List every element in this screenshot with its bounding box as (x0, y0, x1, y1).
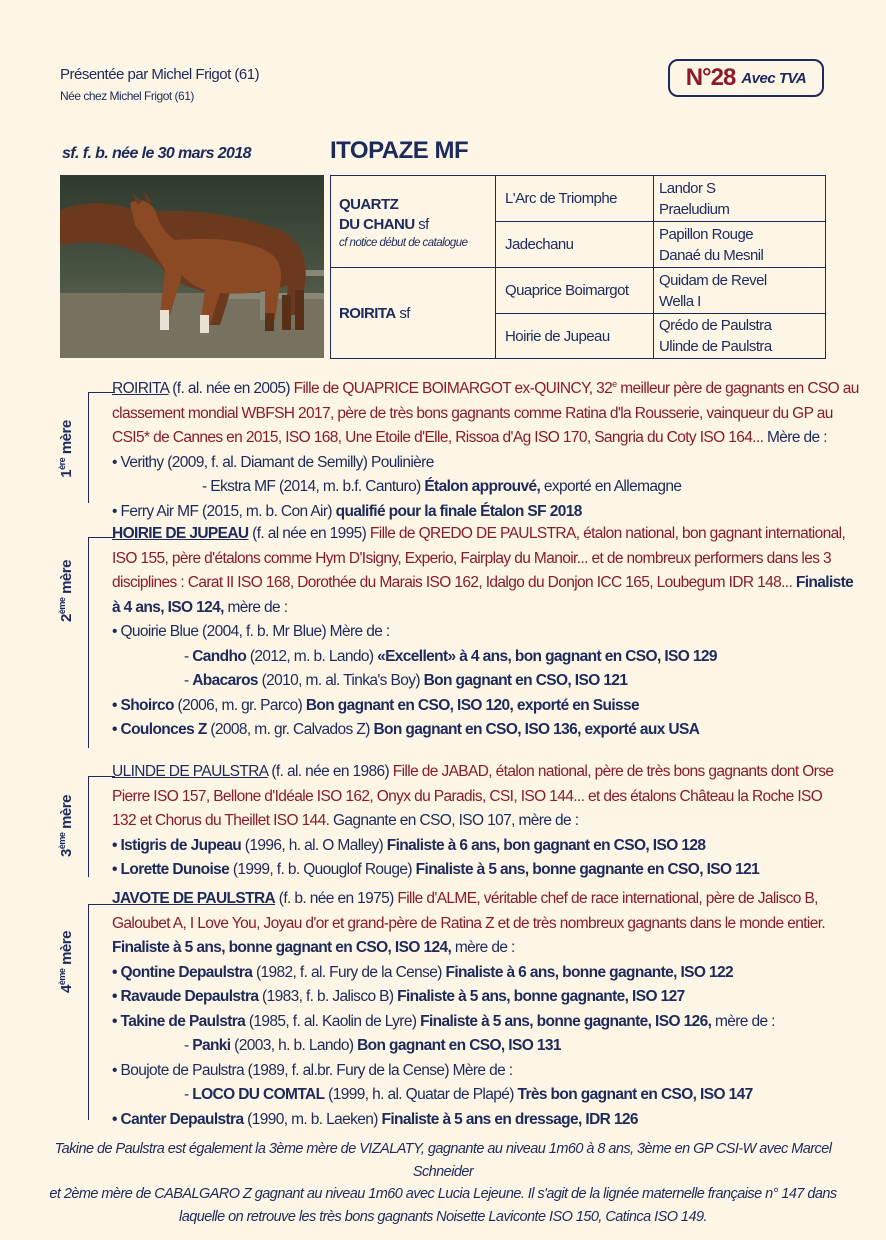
mother1-line2: classement mondial WBFSH 2017, père de très bons gagnants comme Ratina d'la Rousserie, vainqueur du GP au (112, 404, 833, 422)
mother2-line2: ISO 155, père d'étalons comme Hym D'Isigny, Experio, Fairplay du Manoir... et de nombreux performers dans les 3 (112, 549, 832, 567)
mother1-bracket (88, 392, 115, 503)
presenter-text: Présentée par Michel Frigot (61) (60, 66, 260, 83)
mother4-line6: • Takine de Paulstra (1985, f. al. Kaolin de Lyre) Finaliste à 5 ans, bonne gagnante, ISO 126, mère de : (112, 1012, 775, 1030)
mother2-name: HOIRIE DE JUPEAU (112, 525, 249, 542)
mother4-line1: JAVOTE DE PAULSTRA (f. b. née en 1975) Fille d'ALME, véritable chef de race international, père de Jalisco B, (112, 890, 818, 907)
mother3-line4: • Istigris de Jupeau (1996, h. al. O Malley) Finaliste à 6 ans, bon gagnant en CSO, ISO 128 (112, 836, 706, 854)
lot-tva: Avec TVA (741, 69, 807, 87)
pedigree-ss: L'Arc de Triomphe (505, 190, 617, 207)
mother2-line5: • Quoirie Blue (2004, f. b. Mr Blue) Mère de : (112, 623, 390, 640)
breeder-text: Née chez Michel Frigot (61) (60, 89, 194, 103)
mother1-line1: ROIRITA (f. al. née en 2005) Fille de QUAPRICE BOIMARGOT ex-QUINCY, 32e meilleur père de gagnants en CSO au (112, 379, 859, 398)
pedigree-ddd: Ulinde de Paulstra (659, 338, 772, 355)
mother4-line9: - LOCO DU COMTAL (1999, h. al. Quatar de Plapé) Très bon gagnant en CSO, ISO 147 (184, 1086, 753, 1103)
pedigree-dds: Qrédo de Paulstra (659, 317, 772, 334)
lot-number: N°28 (685, 64, 736, 91)
mother4-section (112, 887, 825, 1132)
mother1-line5: - Ekstra MF (2014, m. b.f. Canturo) Étalon approuvé, exporté en Allemagne (202, 478, 682, 496)
mother2-line3: disciplines : Carat II ISO 168, Dorothée du Marais ISO 162, Idalgo du Donjon ICC 165, Loubegum IDR 148... Finaliste (112, 574, 854, 591)
lot-badge (668, 59, 824, 97)
mother1-line6: • Ferry Air MF (2015, m. b. Con Air) qualifié pour la finale Étalon SF 2018 (112, 502, 582, 520)
mother4-line5: • Ravaude Depaulstra (1983, f. b. Jalisco B) Finaliste à 5 ans, bonne gagnante, ISO 127 (112, 988, 685, 1005)
mother3-line1: ULINDE DE PAULSTRA (f. al. née en 1986) Fille de JABAD, étalon national, père de très bons gagnants dont Orse (112, 763, 834, 780)
pedigree-sire (339, 180, 495, 266)
pedigree-sd: Jadechanu (505, 236, 574, 253)
mother3-line2: Pierre ISO 157, Bellone d'Idéale ISO 162, Onyx du Paradis, CSI, ISO 144... et des étalons Château la Roche ISO (112, 787, 823, 805)
pedigree-dss: Quidam de Revel (659, 271, 767, 289)
footer-line2: et 2ème mère de CABALGARO Z gagnant au niveau 1m60 avec Lucia Lejeune. Il s'agit de la lignée maternelle française n° 147 dans (49, 1186, 837, 1202)
footer-line3: laquelle on retrouve les très bons gagnants Noisette Laviconte ISO 150, Catinca ISO 149. (179, 1208, 707, 1225)
mother2-line4: à 4 ans, ISO 124, mère de : (112, 598, 288, 616)
pedigree-sss: Landor S (659, 179, 716, 197)
pedigree-ssd: Praeludium (659, 200, 730, 218)
footer-note (40, 1138, 846, 1228)
horse-description: sf. f. b. née le 30 mars 2018 (62, 145, 251, 162)
mother3-name: ULINDE DE PAULSTRA (112, 763, 268, 780)
mother3-bracket (88, 776, 115, 877)
mother1-name: ROIRITA (112, 380, 169, 398)
mother3-line5: • Lorette Dunoise (1999, f. b. Quouglof Rouge) Finaliste à 5 ans, bonne gagnante en CSO, ISO 121 (112, 861, 760, 878)
mother2-line7: - Abacaros (2010, m. al. Tinka's Boy) Bon gagnant en CSO, ISO 121 (184, 672, 628, 689)
mother2-line6: - Candho (2012, m. b. Lando) «Excellent» à 4 ans, bon gagnant en CSO, ISO 129 (184, 647, 717, 665)
mother2-line1: HOIRIE DE JUPEAU (f. al née en 1995) Fille de QREDO DE PAULSTRA, étalon national, bon gagnant international, (112, 525, 846, 542)
mother4-line8: • Boujote de Paulstra (1989, f. al.br. Fury de la Cense) Mère de : (112, 1061, 513, 1079)
mother2-label: 2ème mère (57, 560, 75, 622)
mother2-line9: • Coulonces Z (2008, m. gr. Calvados Z) Bon gagnant en CSO, ISO 136, exporté aux USA (112, 721, 700, 738)
sire-breed: sf (418, 216, 429, 233)
dam-breed: sf (399, 304, 410, 322)
horse-photo-image (60, 175, 324, 358)
mother1-section (112, 372, 859, 524)
mother4-line3: Finaliste à 5 ans, bonne gagnant en CSO, ISO 124, mère de : (112, 939, 515, 956)
pedigree-table (330, 175, 826, 359)
mother4-name: JAVOTE DE PAULSTRA (112, 890, 276, 907)
footer-line1: Takine de Paulstra est également la 3ème mère de VIZALATY, gagnante au niveau 1m60 à 8 ans, 3ème en GP CSI-W avec Marcel Schneider (54, 1141, 832, 1180)
mother4-bracket (88, 904, 115, 1120)
horse-photo (60, 175, 324, 358)
pedigree-dds-ddd (659, 314, 825, 358)
mother1-line3: CSI5* de Cannes en 2015, ISO 168, Une Etoile d'Elle, Rissoa d'Ag ISO 170, Sangria du Coty ISO 164... Mère de : (112, 429, 827, 447)
mother4-line2: Galoubet A, I Love You, Joyau d'or et grand-père de Ratina Z et de très nombreux gagnants dans le monde entier. (112, 914, 826, 932)
sire-name-line2: DU CHANU (339, 216, 415, 233)
pedigree-sss-ssd (659, 176, 825, 221)
pedigree-dd: Hoirie de Jupeau (505, 327, 610, 345)
mother2-section (112, 522, 853, 743)
mother3-line3: 132 et Chorus du Theillet ISO 144. Gagnante en CSO, ISO 107, mère de : (112, 812, 579, 829)
horse-name: ITOPAZE MF (330, 137, 469, 164)
mother1-line4: • Verithy (2009, f. al. Diamant de Semilly) Poulinière (112, 453, 434, 471)
mother4-line4: • Qontine Depaulstra (1982, f. al. Fury de la Cense) Finaliste à 6 ans, bonne gagnante, ISO 122 (112, 963, 734, 981)
pedigree-ds: Quaprice Boimargot (505, 282, 629, 299)
pedigree-sds-sdd (659, 222, 825, 267)
mother4-label: 4ème mère (57, 931, 75, 993)
pedigree-sds: Papillon Rouge (659, 225, 754, 243)
pedigree-dsd: Wella I (659, 292, 701, 310)
mother2-line8: • Shoirco (2006, m. gr. Parco) Bon gagnant en CSO, ISO 120, exporté en Suisse (112, 696, 640, 714)
sire-name-line1: QUARTZ (339, 196, 399, 213)
sire-note: cf notice début de catalogue (339, 237, 468, 249)
mother3-section (112, 760, 833, 883)
pedigree-dss-dsd (659, 268, 825, 313)
dam-name: ROIRITA (339, 304, 396, 322)
mother4-line7: - Panki (2003, h. b. Lando) Bon gagnant en CSO, ISO 131 (184, 1037, 561, 1054)
pedigree-sdd: Danaé du Mesnil (659, 246, 764, 264)
mother1-label: 1ère mère (57, 420, 75, 478)
mother2-bracket (88, 537, 115, 748)
mother3-label: 3ème mère (57, 795, 75, 857)
pedigree-dam (339, 268, 495, 358)
mother4-line10: • Canter Depaulstra (1990, m. b. Laeken) Finaliste à 5 ans en dressage, IDR 126 (112, 1110, 638, 1128)
